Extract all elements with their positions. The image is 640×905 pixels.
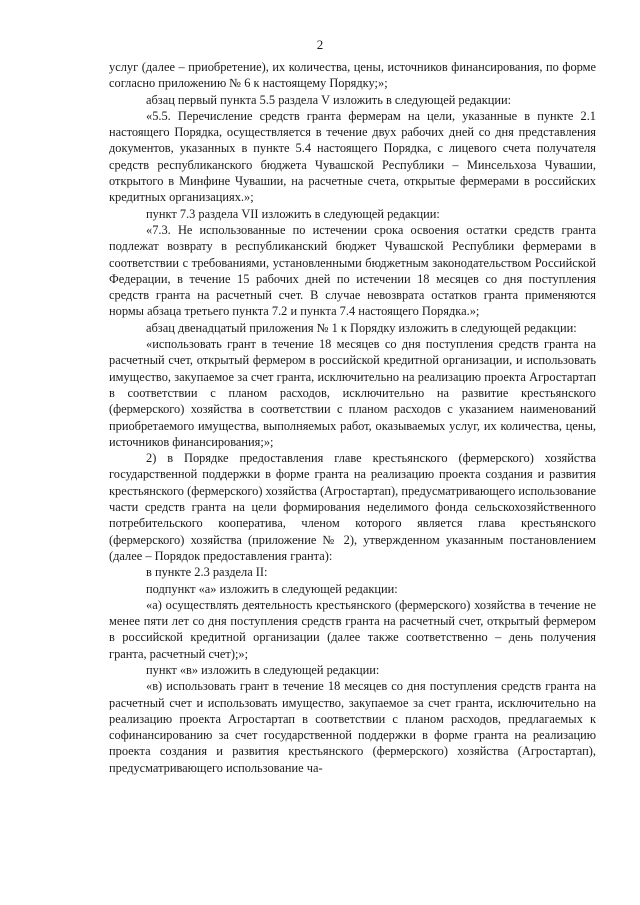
paragraph-9: в пункте 2.3 раздела II:: [146, 565, 268, 580]
paragraph-13: «в) использовать грант в течение 18 месяцев со дня поступления средств гранта на расчетный счет и использовать имущество, закупаемое за счет гранта, исключительно на реализацию проекта Агростартап в соответствии с планом расходов, предлагаемых к софинансированию за счет государственной поддержки в форме гранта на реализацию проекта создания и развития крестьянского (фермерского) хозяйства (Агростартап), предусматривающего использование ча-: [109, 679, 596, 775]
paragraph-10: подпункт «а» изложить в следующей редакции:: [146, 581, 398, 596]
paragraph-11: «а) осуществлять деятельность крестьянского (фермерского) хозяйства в течение не менее пяти лет со дня поступления средств гранта на расчетный счет, открытый фермером в российской кредитной организации (далее также соответственно – день получения гранта, расчетный счет);»;: [109, 597, 596, 661]
paragraph-1: услуг (далее – приобретение), их количества, цены, источников финансирования, по форме согласно приложению № 6 к настоящему Порядку;»;: [109, 60, 596, 91]
page-number: 2: [316, 37, 324, 52]
paragraph-5: «7.3. Не использованные по истечении срока освоения остатки средств гранта подлежат возврату в республиканский бюджет Чувашской Республики фермерами в соответствии с требованиями, установленными бюджетным законодательством Российской Федерации, в течение 15 рабочих дней по истечении 18 месяцев со дня поступления средств гранта на расчетный счет. В случае невозврата остатков гранта применяются нормы абзаца третьего пункта 7.2 и пункта 7.4 настоящего Порядка.»;: [109, 222, 596, 319]
paragraph-7: «использовать грант в течение 18 месяцев со дня поступления средств гранта на расчетный счет, открытый фермером в российской кредитной организации, и использовать имущество, закупаемое за счет гранта, исключительно на реализацию проекта Агростартап в соответствии с планом расходов, исключительно на развитие крестьянского (фермерского) хозяйства в соответствии с планом расходов с указанием наименований приобретаемого имущества, выполняемых работ, оказываемых услуг, их количества, цены, источников финансирования;»;: [109, 337, 596, 449]
paragraph-6: абзац двенадцатый приложения № 1 к Порядку изложить в следующей редакции:: [146, 320, 577, 335]
paragraph-12: пункт «в» изложить в следующей редакции:: [146, 662, 380, 677]
paragraph-8: 2) в Порядке предоставления главе крестьянского (фермерского) хозяйства государственной поддержки в форме гранта на реализацию проекта создания и развития крестьянского (фермерского) хозяйства (Агростартап), предусматривающего использование части средств гранта на цели формирования неделимого фонда сельскохозяйственного потребительского кооператива, членом которого является глава крестьянского (фермерского) хозяйства (приложение № 2), утвержденном указанным постановлением (далее – Порядок предоставления гранта):: [109, 451, 596, 563]
paragraph-3: «5.5. Перечисление средств гранта фермерам на цели, указанные в пункте 2.1 настоящего Порядка, осуществляется в течение двух рабочих дней со дня представления документов, указанных в пункте 5.4 настоящего Порядка, с лицевого счета получателя средств республиканского бюджета Чувашской Республики – Минсельхоза Чувашии, открытого в Минфине Чувашии, на расчетные счета, открытые фермерами в российских кредитных организациях.»;: [109, 108, 596, 205]
document-body: [109, 59, 596, 776]
paragraph-4: пункт 7.3 раздела VII изложить в следующей редакции:: [146, 206, 440, 221]
paragraph-2: абзац первый пункта 5.5 раздела V изложить в следующей редакции:: [146, 92, 512, 107]
